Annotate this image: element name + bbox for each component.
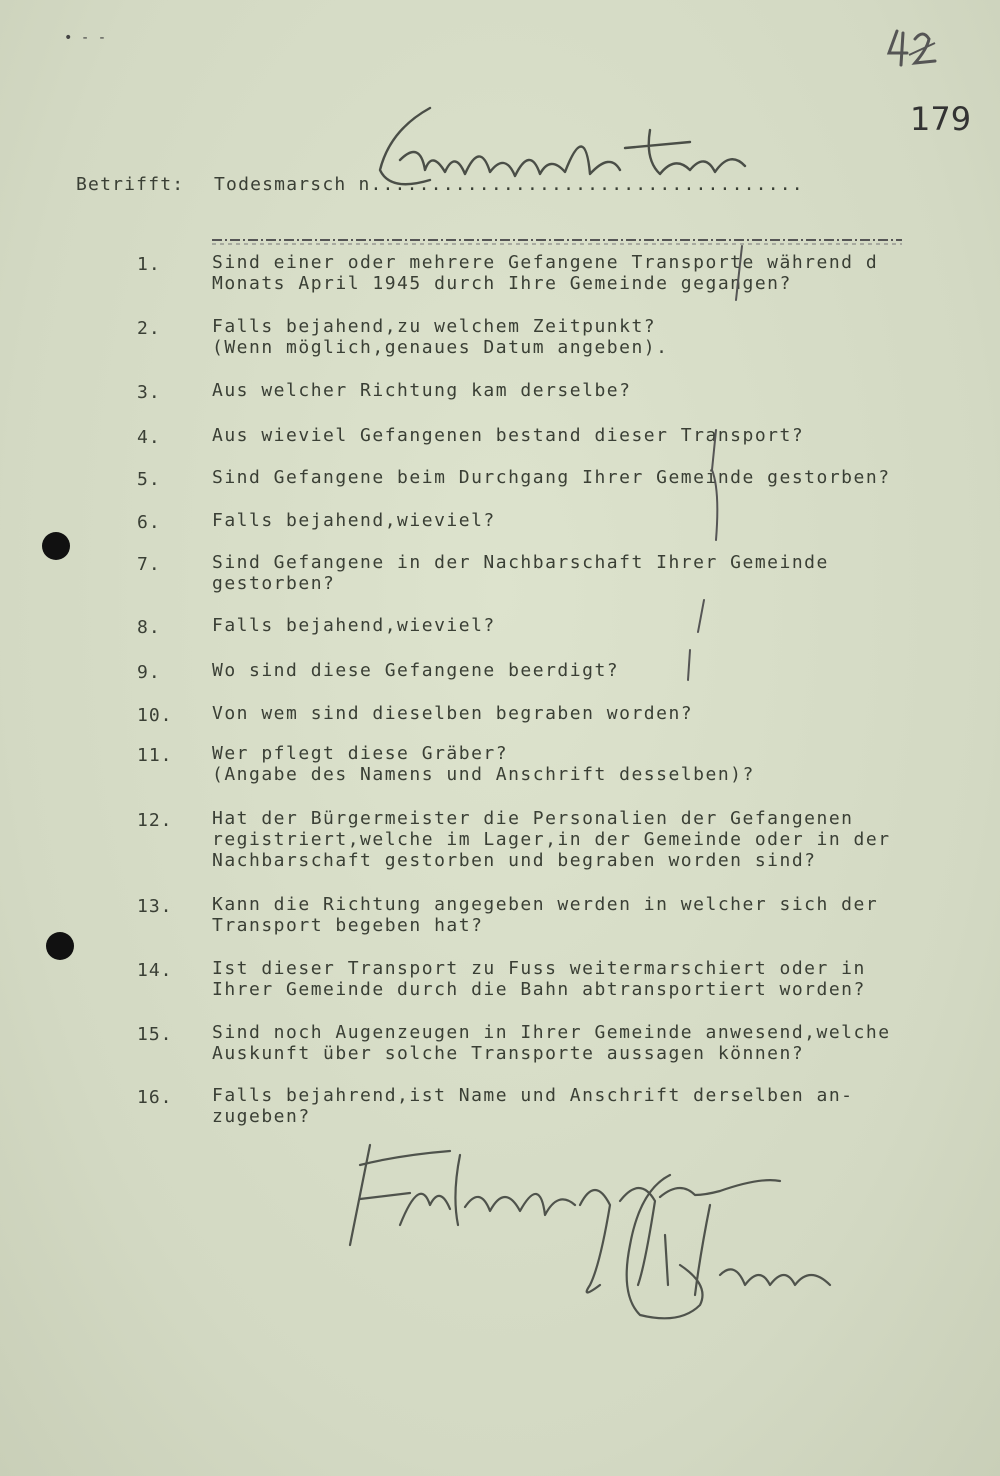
question-number: 3. bbox=[137, 382, 161, 403]
top-marks: • - - bbox=[64, 30, 107, 46]
question-text: Sind Gefangene in der Nachbarschaft Ihrer Gemeinde gestorben? bbox=[212, 552, 829, 594]
handwritten-signature bbox=[340, 1135, 840, 1380]
question-text: Sind noch Augenzeugen in Ihrer Gemeinde anwesend,welche Auskunft über solche Transporte aussagen können? bbox=[212, 1022, 891, 1064]
question-number: 12. bbox=[137, 810, 173, 831]
question-number: 9. bbox=[137, 662, 161, 683]
question-text: Aus wieviel Gefangenen bestand dieser Transport? bbox=[212, 425, 805, 446]
question-number: 7. bbox=[137, 554, 161, 575]
question-text: Aus welcher Richtung kam derselbe? bbox=[212, 380, 632, 401]
question-text: Falls bejahend,wieviel? bbox=[212, 615, 496, 636]
subject-text: Todesmarsch n.................................... bbox=[214, 174, 804, 195]
question-number: 10. bbox=[137, 705, 173, 726]
separator-line bbox=[212, 234, 912, 248]
question-number: 14. bbox=[137, 960, 173, 981]
question-text: Wer pflegt diese Gräber? (Angabe des Namens und Anschrift desselben)? bbox=[212, 743, 755, 785]
question-number: 5. bbox=[137, 469, 161, 490]
question-number: 1. bbox=[137, 254, 161, 275]
question-text: Falls bejahrend,ist Name und Anschrift derselben an- zugeben? bbox=[212, 1085, 854, 1127]
handwritten-place-name bbox=[370, 100, 770, 210]
question-number: 16. bbox=[137, 1087, 173, 1108]
question-text: Sind Gefangene beim Durchgang Ihrer Gemeinde gestorben? bbox=[212, 467, 891, 488]
question-text: Hat der Bürgermeister die Personalien der Gefangenen registriert,welche im Lager,in der Gemeinde oder in der Nachbarschaft gestorben und begraben worden sind? bbox=[212, 808, 891, 871]
subject-label: Betrifft: bbox=[76, 174, 185, 195]
question-number: 11. bbox=[137, 745, 173, 766]
question-number: 4. bbox=[137, 427, 161, 448]
handwritten-strike-line bbox=[680, 240, 750, 690]
question-text: Sind einer oder mehrere Gefangene Transporte während d Monats April 1945 durch Ihre Gemeinde gegangen? bbox=[212, 252, 879, 294]
question-text: Ist dieser Transport zu Fuss weitermarschiert oder in Ihrer Gemeinde durch die Bahn abtransportiert worden? bbox=[212, 958, 866, 1000]
punch-hole-top bbox=[42, 532, 70, 560]
question-text: Von wem sind dieselben begraben worden? bbox=[212, 703, 694, 724]
question-number: 8. bbox=[137, 617, 161, 638]
question-number: 2. bbox=[137, 318, 161, 339]
question-text: Falls bejahend,zu welchem Zeitpunkt? (Wenn möglich,genaues Datum angeben). bbox=[212, 316, 669, 358]
punch-hole-bottom bbox=[46, 932, 74, 960]
handwritten-page-number bbox=[885, 25, 945, 70]
question-text: Falls bejahend,wieviel? bbox=[212, 510, 496, 531]
question-number: 13. bbox=[137, 896, 173, 917]
page-number-stamp: 179 bbox=[910, 100, 972, 138]
question-text: Kann die Richtung angegeben werden in welcher sich der Transport begeben hat? bbox=[212, 894, 879, 936]
question-number: 15. bbox=[137, 1024, 173, 1045]
question-text: Wo sind diese Gefangene beerdigt? bbox=[212, 660, 620, 681]
question-number: 6. bbox=[137, 512, 161, 533]
